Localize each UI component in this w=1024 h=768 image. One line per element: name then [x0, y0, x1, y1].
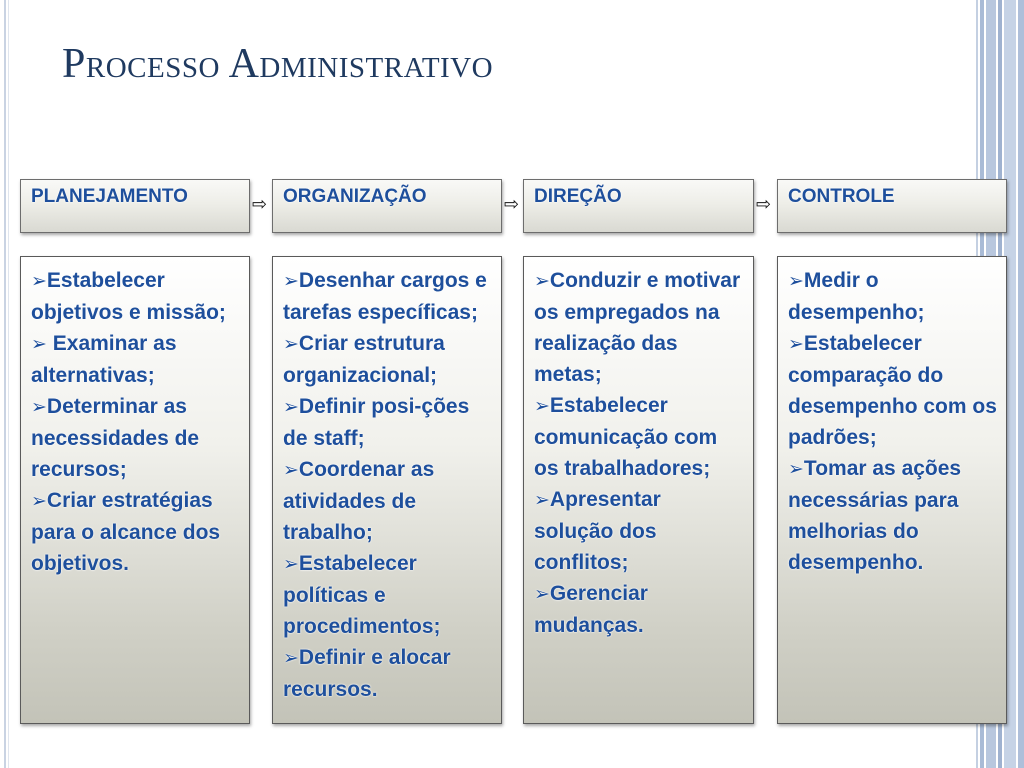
list-organizacao — [272, 256, 502, 724]
left-frame-line-inner — [8, 0, 9, 768]
list-planejamento — [20, 256, 250, 724]
stripe — [1018, 0, 1024, 768]
list-item: ➢Determinar as necessidades de recursos; — [31, 395, 200, 481]
list-item: ➢Definir e alocar recursos. — [283, 646, 451, 701]
list-item: ➢Medir o desempenho; — [788, 269, 925, 324]
slide-title: Processo Administrativo — [62, 41, 494, 87]
arrowhead-bullet-icon: ➢ — [283, 459, 299, 481]
heading-organizacao: ORGANIZAÇÃO — [272, 179, 502, 233]
list-item: ➢Estabelecer comparação do desempenho com os padrões; — [788, 332, 997, 449]
right-arrow-icon: ⇨ — [252, 194, 268, 215]
arrowhead-bullet-icon: ➢ — [31, 270, 47, 292]
arrowhead-bullet-icon: ➢ — [788, 333, 804, 355]
arrowhead-bullet-icon: ➢ — [534, 270, 550, 292]
list-item: ➢Estabelecer objetivos e missão; — [31, 269, 226, 324]
arrowhead-bullet-icon: ➢ — [31, 333, 47, 355]
list-item: ➢Estabelecer comunicação com os trabalhadores; — [534, 394, 718, 480]
arrowhead-bullet-icon: ➢ — [534, 395, 550, 417]
list-item: ➢Tomar as ações necessárias para melhorias do desempenho. — [788, 457, 962, 574]
arrowhead-bullet-icon: ➢ — [283, 553, 299, 575]
arrowhead-bullet-icon: ➢ — [283, 333, 299, 355]
list-item: ➢Estabelecer políticas e procedimentos; — [283, 552, 441, 638]
arrowhead-bullet-icon: ➢ — [283, 270, 299, 292]
arrowhead-bullet-icon: ➢ — [31, 490, 47, 512]
heading-direcao: DIREÇÃO — [523, 179, 754, 233]
heading-planejamento: PLANEJAMENTO — [20, 179, 250, 233]
list-item: ➢Definir posi-ções de staff; — [283, 395, 470, 450]
arrowhead-bullet-icon: ➢ — [788, 458, 804, 480]
arrowhead-bullet-icon: ➢ — [31, 396, 47, 418]
right-arrow-icon: ⇨ — [756, 194, 772, 215]
list-item: ➢Apresentar solução dos conflitos; — [534, 488, 661, 574]
list-item: ➢Conduzir e motivar os empregados na realização das metas; — [534, 269, 741, 386]
list-item: ➢Criar estratégias para o alcance dos objetivos. — [31, 489, 221, 575]
left-frame-line — [4, 0, 6, 768]
arrowhead-bullet-icon: ➢ — [534, 583, 550, 605]
arrowhead-bullet-icon: ➢ — [788, 270, 804, 292]
right-arrow-icon: ⇨ — [504, 194, 520, 215]
list-item: ➢Coordenar as atividades de trabalho; — [283, 458, 435, 544]
heading-controle: CONTROLE — [777, 179, 1007, 233]
arrowhead-bullet-icon: ➢ — [283, 396, 299, 418]
list-direcao — [523, 256, 754, 724]
arrowhead-bullet-icon: ➢ — [283, 647, 299, 669]
list-item: ➢Criar estrutura organizacional; — [283, 332, 445, 387]
list-item: ➢ Examinar as alternativas; — [31, 332, 177, 387]
list-item: ➢Desenhar cargos e tarefas específicas; — [283, 269, 487, 324]
arrowhead-bullet-icon: ➢ — [534, 489, 550, 511]
list-item: ➢Gerenciar mudanças. — [534, 582, 648, 637]
list-controle — [777, 256, 1007, 724]
